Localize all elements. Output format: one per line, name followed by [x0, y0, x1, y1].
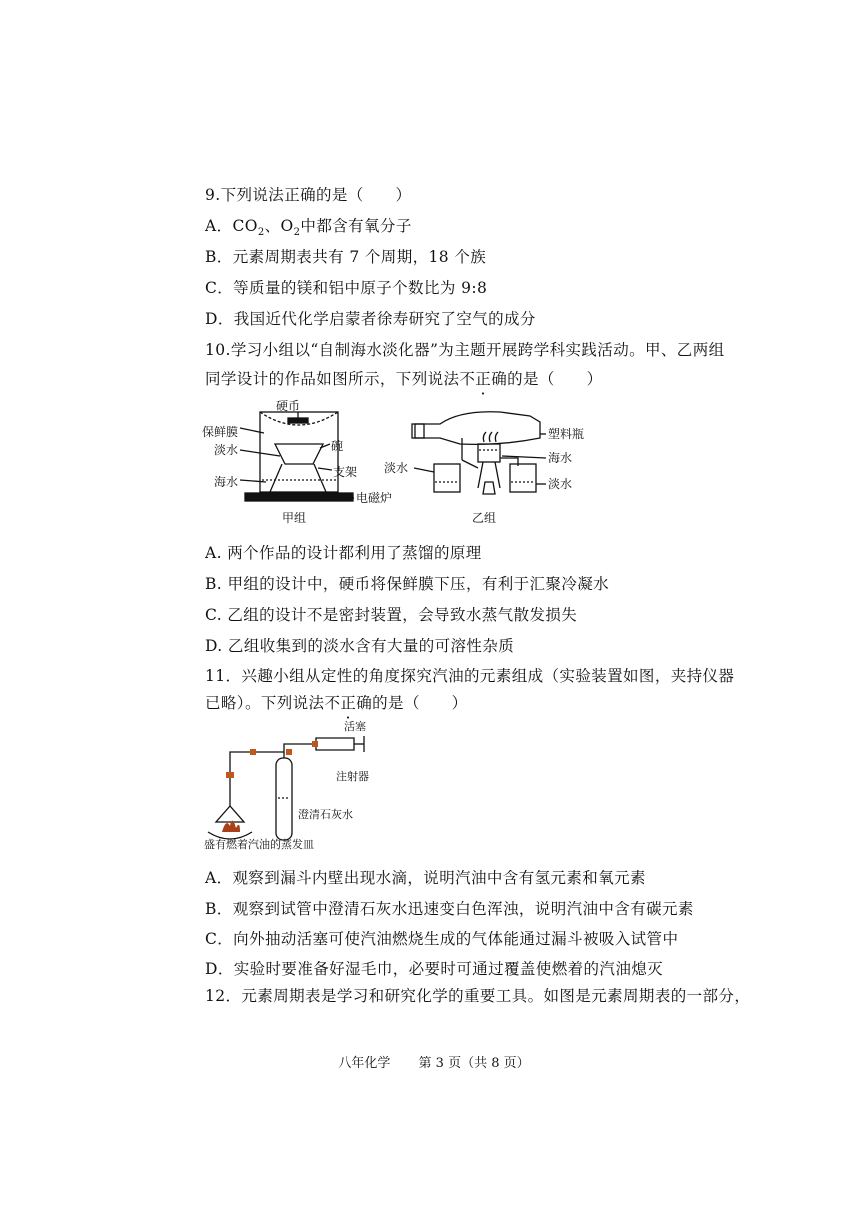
label-film: 保鲜膜 — [202, 425, 239, 439]
test-tube — [276, 758, 292, 840]
footer-subject: 八年化学 — [338, 1056, 391, 1071]
q11-option-a: A．观察到漏斗内壁出现水滴，说明汽油中含有氢元素和氧元素 — [205, 869, 646, 887]
label-group-a: 甲组 — [282, 511, 307, 525]
label-stand: 支架 — [333, 465, 358, 479]
q11-stem-line2 — [205, 691, 468, 713]
funnel — [216, 806, 244, 822]
label-sea-water: 海水 — [214, 475, 239, 489]
q10-figure — [200, 398, 620, 530]
q11-option-c: C．向外抽动活塞可使汽油燃烧生成的气体能通过漏斗被吸入试管中 — [205, 930, 679, 948]
q11-figure — [204, 718, 424, 850]
label-sea-water-b: 海水 — [548, 451, 573, 465]
q9-option-b: B．元素周期表共有 7 个周期，18 个族 — [205, 248, 487, 266]
q11-stem-post: 的是（ ） — [372, 694, 468, 712]
label-bottle: 塑料瓶 — [548, 427, 585, 441]
q10-emphasis: 不正确 — [459, 370, 508, 388]
q9-option-c: C．等质量的镁和铝中原子个数比为 9:8 — [205, 279, 488, 297]
label-fresh-right: 淡水 — [548, 477, 573, 491]
q10-option-a: A. 两个作品的设计都利用了蒸馏的原理 — [205, 544, 482, 562]
group-b-apparatus — [412, 412, 546, 494]
footer-page-number: 第 3 页（共 8 页） — [418, 1056, 530, 1071]
label-coin: 硬币 — [276, 399, 301, 413]
q10-stem-line2 — [205, 367, 603, 389]
q9-option-a-sub1: 2 — [257, 227, 265, 239]
q10-stem-post: 的是（ ） — [507, 370, 603, 388]
cup-left — [434, 464, 460, 492]
label-bowl: 碗 — [331, 439, 344, 453]
label-group-b: 乙组 — [472, 511, 497, 525]
q11-emphasis: 不正确 — [324, 694, 373, 712]
label-fresh-water: 淡水 — [214, 443, 239, 457]
syringe — [316, 738, 354, 750]
q10-option-d: D. 乙组收集到的淡水含有大量的可溶性杂质 — [205, 637, 515, 655]
plastic-bottle — [415, 412, 540, 445]
induction-cooker — [245, 493, 353, 501]
q9-option-a-tail: 中都含有氧分子 — [300, 217, 412, 235]
cup — [478, 444, 500, 462]
q11-stem-line1: 11．兴趣小组从定性的角度探究汽油的元素组成（实验装置如图，夹持仪器 — [205, 667, 735, 685]
q9-option-d: D．我国近代化学启蒙者徐寿研究了空气的成分 — [205, 310, 536, 328]
q10-option-c: C. 乙组的设计不是密封装置，会导致水蒸气散发损失 — [205, 606, 578, 624]
label-syringe: 注射器 — [336, 770, 369, 783]
burner — [483, 482, 495, 494]
q12-stem-line1: 12．元素周期表是学习和研究化学的重要工具。如图是元素周期表的一部分， — [205, 987, 751, 1005]
q9-option-a — [205, 214, 412, 238]
joints — [226, 741, 318, 778]
bowl — [275, 444, 323, 464]
q9-stem: 9.下列说法正确的是（ ） — [205, 186, 412, 204]
q10-stem-pre: 同学设计的作品如图所示，下列说法 — [205, 370, 460, 388]
q11-option-d: D．实验时要准备好湿毛巾，必要时可通过覆盖使燃着的汽油熄灭 — [205, 960, 664, 978]
q11-option-b: B．观察到试管中澄清石灰水迅速变白色浑浊，说明汽油中含有碳元素 — [205, 900, 694, 918]
page-footer — [0, 1052, 868, 1071]
q9-option-a-mid: 、O — [264, 217, 294, 235]
label-limewater: 澄清石灰水 — [298, 808, 353, 821]
label-dish: 盛有燃着汽油的蒸发皿 — [204, 838, 314, 850]
group-a-apparatus — [240, 412, 354, 501]
cup-right — [510, 464, 536, 492]
tube — [230, 744, 316, 806]
q10-stem-line1: 10.学习小组以“自制海水淡化器”为主题开展跨学科实践活动。甲、乙两组 — [205, 341, 725, 359]
q11-stem-pre: 已略）。下列说法 — [205, 694, 325, 712]
stand — [270, 464, 326, 492]
q9-option-a-sub2: 2 — [293, 227, 301, 239]
q10-option-b: B. 甲组的设计中，硬币将保鲜膜下压，有利于汇聚冷凝水 — [205, 575, 610, 593]
label-induction: 电磁炉 — [356, 491, 393, 505]
label-piston: 活塞 — [344, 720, 366, 733]
q9-option-a-label: A．CO — [205, 217, 258, 235]
label-fresh-left: 淡水 — [384, 461, 409, 475]
coin — [288, 418, 308, 423]
